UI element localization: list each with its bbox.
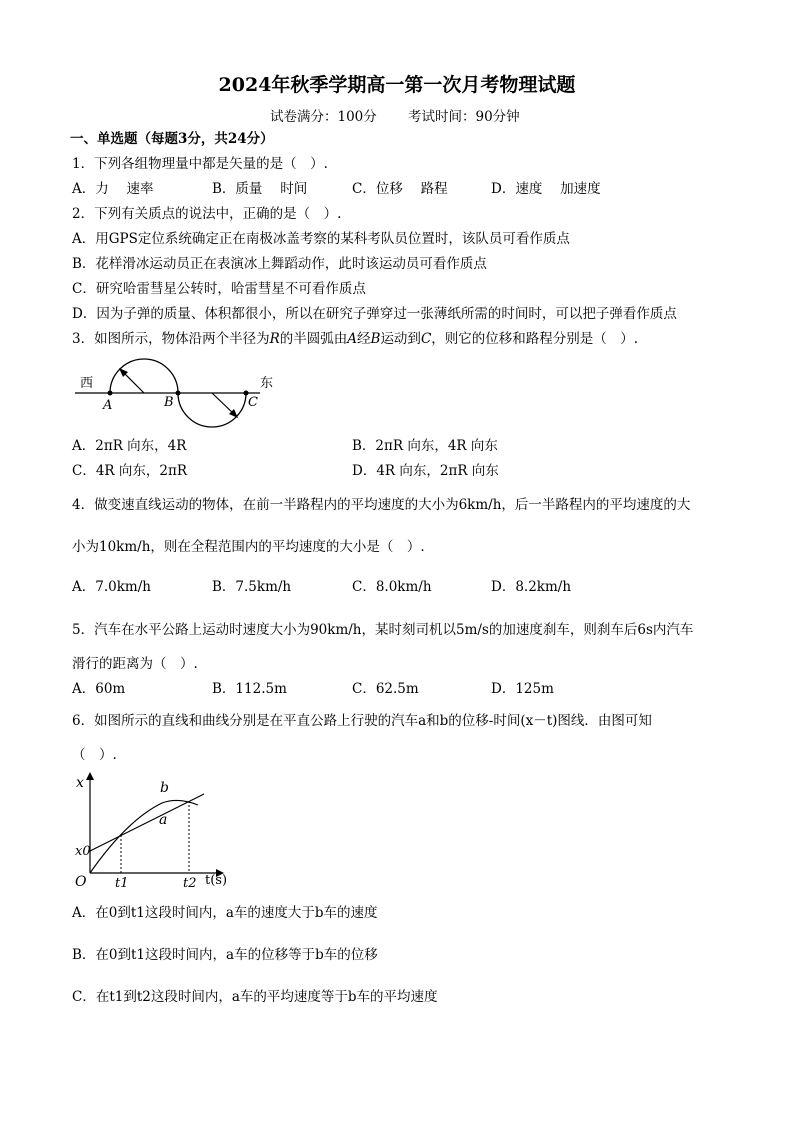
q5-stem-line1: 5．汽车在水平公路上运动时速度大小为90km/h，某时刻司机以5m/s的加速度刹车，则刹车后6s内汽车 [72,622,694,638]
q3-stem-mid3: 运动到 [380,331,421,347]
q4-option-c: C．8.0km/h [352,579,432,595]
q3-stem-mid2: 经 [357,331,371,347]
q3-stem-a: A [347,331,358,347]
curve-b [90,800,198,873]
label-c: C [248,395,258,410]
q4-option-d: D．8.2km/h [491,579,572,595]
point-a [108,391,113,396]
q5-option-a: A．60m [72,681,126,697]
q6-stem-line1: 6．如图所示的直线和曲线分别是在平直公路上行驶的汽车a和b的位移-时间(x－t)图线．由图可知 [72,713,652,729]
q4-option-a: A．7.0km/h [72,579,151,595]
q6-xt-graph [72,765,232,895]
x0-label: x0 [75,844,91,859]
x-label: x [76,775,84,791]
q3-stem-pre: 3．如图所示，物体沿两个半径为 [72,331,270,347]
t1-label: t1 [115,876,129,891]
t2-label: t2 [183,876,197,891]
q2-option-c: C．研究哈雷彗星公转时，哈雷彗星不可看作质点 [72,281,366,297]
q5-option-c: C．62.5m [352,681,419,697]
q3-stem-c: C [420,331,432,347]
q1-option-b: B．质量 时间 [212,181,308,197]
lower-semicircle [178,393,246,427]
q2-option-d: D．因为子弹的质量、体积都很小，所以在研究子弹穿过一张薄纸所需的时间时，可以把子弹看作质点 [72,306,677,322]
q6-option-c: C．在t1到t2这段时间内，a车的平均速度等于b车的平均速度 [72,989,438,1005]
q3-option-a: A．2πR 向东，4R [72,438,187,454]
q3-stem [72,330,638,348]
section-heading: 一、单选题（每题3分，共24分） [70,131,274,147]
q5-option-b: B．112.5m [212,681,287,697]
q1-stem: 1．下列各组物理量中都是矢量的是（ ）. [72,156,328,172]
q3-stem-mid1: 的半圆弧由 [279,331,348,347]
full-score: 试卷满分：100分 [270,109,377,125]
q3-stem-b: B [370,331,381,347]
q2-stem: 2．下列有关质点的说法中，正确的是（ ）. [72,206,342,222]
y-axis-arrow [86,772,94,780]
exam-title: 2024年秋季学期高一第一次月考物理试题 [218,74,576,96]
q3-semicircle-figure [70,355,290,430]
q1-option-a: A．力 速率 [72,181,154,197]
q5-option-d: D．125m [491,681,554,697]
q6-stem-line2: （ ）. [72,747,117,763]
q3-option-c: C．4R 向东，2πR [72,463,188,479]
q4-stem-line1: 4．做变速直线运动的物体，在前一半路程内的平均速度的大小为6km/h，后一半路程内的平均速度的大 [72,497,691,513]
q3-option-d: D．4R 向东，2πR 向东 [352,463,499,479]
q3-option-b: B．2πR 向东，4R 向东 [352,438,498,454]
label-b: B [164,395,174,410]
q6-option-b: B．在0到t1这段时间内，a车的位移等于b车的位移 [72,947,378,963]
point-b [176,391,181,396]
q3-stem-r: R [269,331,280,347]
q4-stem-line2: 小为10km/h，则在全程范围内的平均速度的大小是（ ）. [72,539,425,555]
q2-option-a: A．用GPS定位系统确定正在南极冰盖考察的某科考队员位置时，该队员可看作质点 [72,231,570,247]
q1-option-d: D．速度 加速度 [491,181,601,197]
west-label: 西 [80,376,94,391]
a-label: a [159,812,168,828]
b-label: b [160,780,169,796]
q1-option-c: C．位移 路程 [352,181,448,197]
time-limit: 考试时间：90分钟 [408,109,520,125]
t-unit-label: t(s) [205,873,228,888]
origin-label: O [75,874,87,890]
q4-option-b: B．7.5km/h [212,579,292,595]
q2-option-b: B．花样滑冰运动员正在表演冰上舞蹈动作，此时该运动员可看作质点 [72,256,487,272]
q6-option-a: A．在0到t1这段时间内，a车的速度大于b车的速度 [72,905,378,921]
line-a [90,794,204,851]
label-a: A [103,398,113,413]
east-label: 东 [260,376,274,391]
q3-stem-post: ，则它的位移和路程分别是（ ）. [431,331,639,347]
q5-stem-line2: 滑行的距离为（ ）. [72,656,198,672]
upper-semicircle [110,359,178,393]
